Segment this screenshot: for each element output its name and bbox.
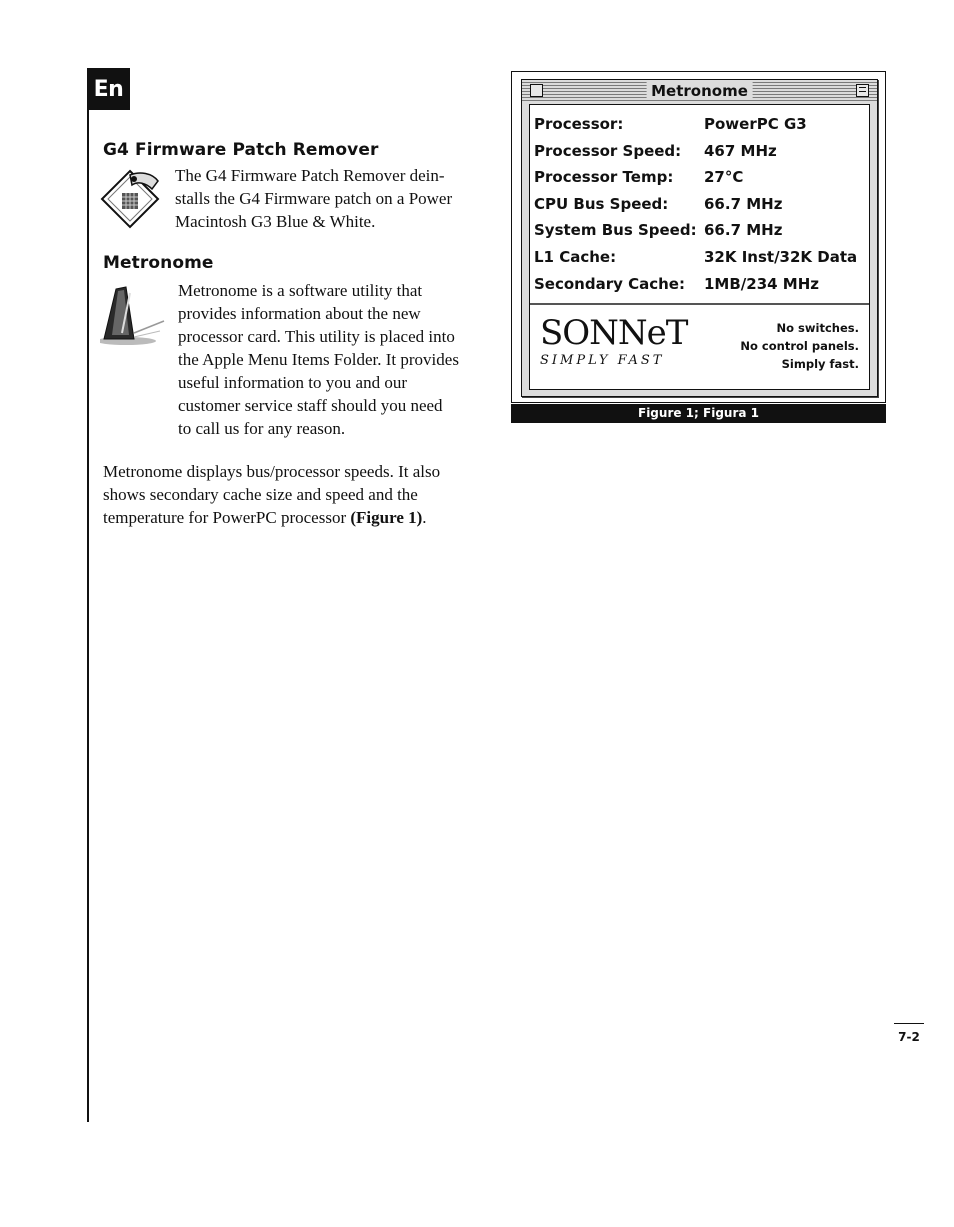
metronome-line: to call us for any reason.: [178, 419, 346, 438]
info-value: 66.7 MHz: [704, 221, 783, 239]
metronome-window: [521, 79, 878, 397]
metronome-line: customer service staff should you need: [178, 396, 443, 415]
metronome-summary: [103, 460, 440, 529]
summary-line: [103, 506, 440, 529]
figure-frame: [511, 71, 886, 403]
info-label: Processor Speed:: [534, 142, 682, 160]
firmware-remover-icon: [100, 167, 164, 231]
sonnet-logo: [540, 315, 687, 368]
slogan-line: Simply fast.: [781, 357, 859, 371]
window-title: Metronome: [646, 82, 753, 100]
firmware-line: The G4 Firmware Patch Remover dein-: [175, 166, 445, 185]
summary-text: temperature for PowerPC processor: [103, 508, 351, 527]
info-value: 1MB/234 MHz: [704, 275, 820, 293]
info-label: Processor Temp:: [534, 168, 674, 186]
windowshade-box-icon[interactable]: [856, 84, 869, 97]
metronome-heading: Metronome: [103, 253, 214, 273]
info-label: CPU Bus Speed:: [534, 195, 669, 213]
info-label: Processor:: [534, 115, 624, 133]
margin-rule: [87, 68, 89, 1122]
summary-line: Metronome displays bus/processor speeds. It also: [103, 462, 441, 481]
page-number-rule: [894, 1023, 924, 1024]
firmware-heading: G4 Firmware Patch Remover: [103, 140, 379, 160]
figure-reference: (Figure 1): [350, 508, 423, 527]
figure-caption: Figure 1; Figura 1: [511, 404, 886, 423]
info-label: System Bus Speed:: [534, 221, 697, 239]
metronome-icon: [100, 283, 168, 347]
metronome-line: processor card. This utility is placed into: [178, 327, 455, 346]
language-tab: En: [87, 68, 130, 110]
info-value: 27°C: [704, 168, 744, 186]
firmware-description: [175, 164, 452, 233]
metronome-line: provides information about the new: [178, 304, 421, 323]
slogan-line: No switches.: [776, 321, 859, 335]
window-titlebar[interactable]: [522, 80, 877, 102]
info-value: 467 MHz: [704, 142, 777, 160]
close-box-icon[interactable]: [530, 84, 543, 97]
info-value: PowerPC G3: [704, 115, 807, 133]
metronome-description: [178, 279, 459, 440]
metronome-line: Metronome is a software utility that: [178, 281, 423, 300]
info-value: 66.7 MHz: [704, 195, 783, 213]
content-divider: [530, 303, 869, 305]
summary-period: .: [422, 508, 427, 527]
info-label: L1 Cache:: [534, 248, 617, 266]
metronome-line: useful information to you and our: [178, 373, 407, 392]
page-number: 7-2: [898, 1030, 920, 1044]
slogan-line: No control panels.: [740, 339, 859, 353]
firmware-line: stalls the G4 Firmware patch on a Power: [175, 189, 453, 208]
metronome-line: the Apple Menu Items Folder. It provides: [178, 350, 459, 369]
info-value: 32K Inst/32K Data: [704, 248, 858, 266]
firmware-line: Macintosh G3 Blue & White.: [175, 212, 376, 231]
figure-1: [511, 71, 886, 423]
logo-wordmark: SONNeT: [540, 313, 688, 353]
summary-line: shows secondary cache size and speed and the: [103, 485, 418, 504]
info-label: Secondary Cache:: [534, 275, 685, 293]
slogan: [740, 319, 859, 373]
window-content: [529, 104, 870, 390]
logo-tagline: SIMPLY FAST: [540, 353, 665, 368]
